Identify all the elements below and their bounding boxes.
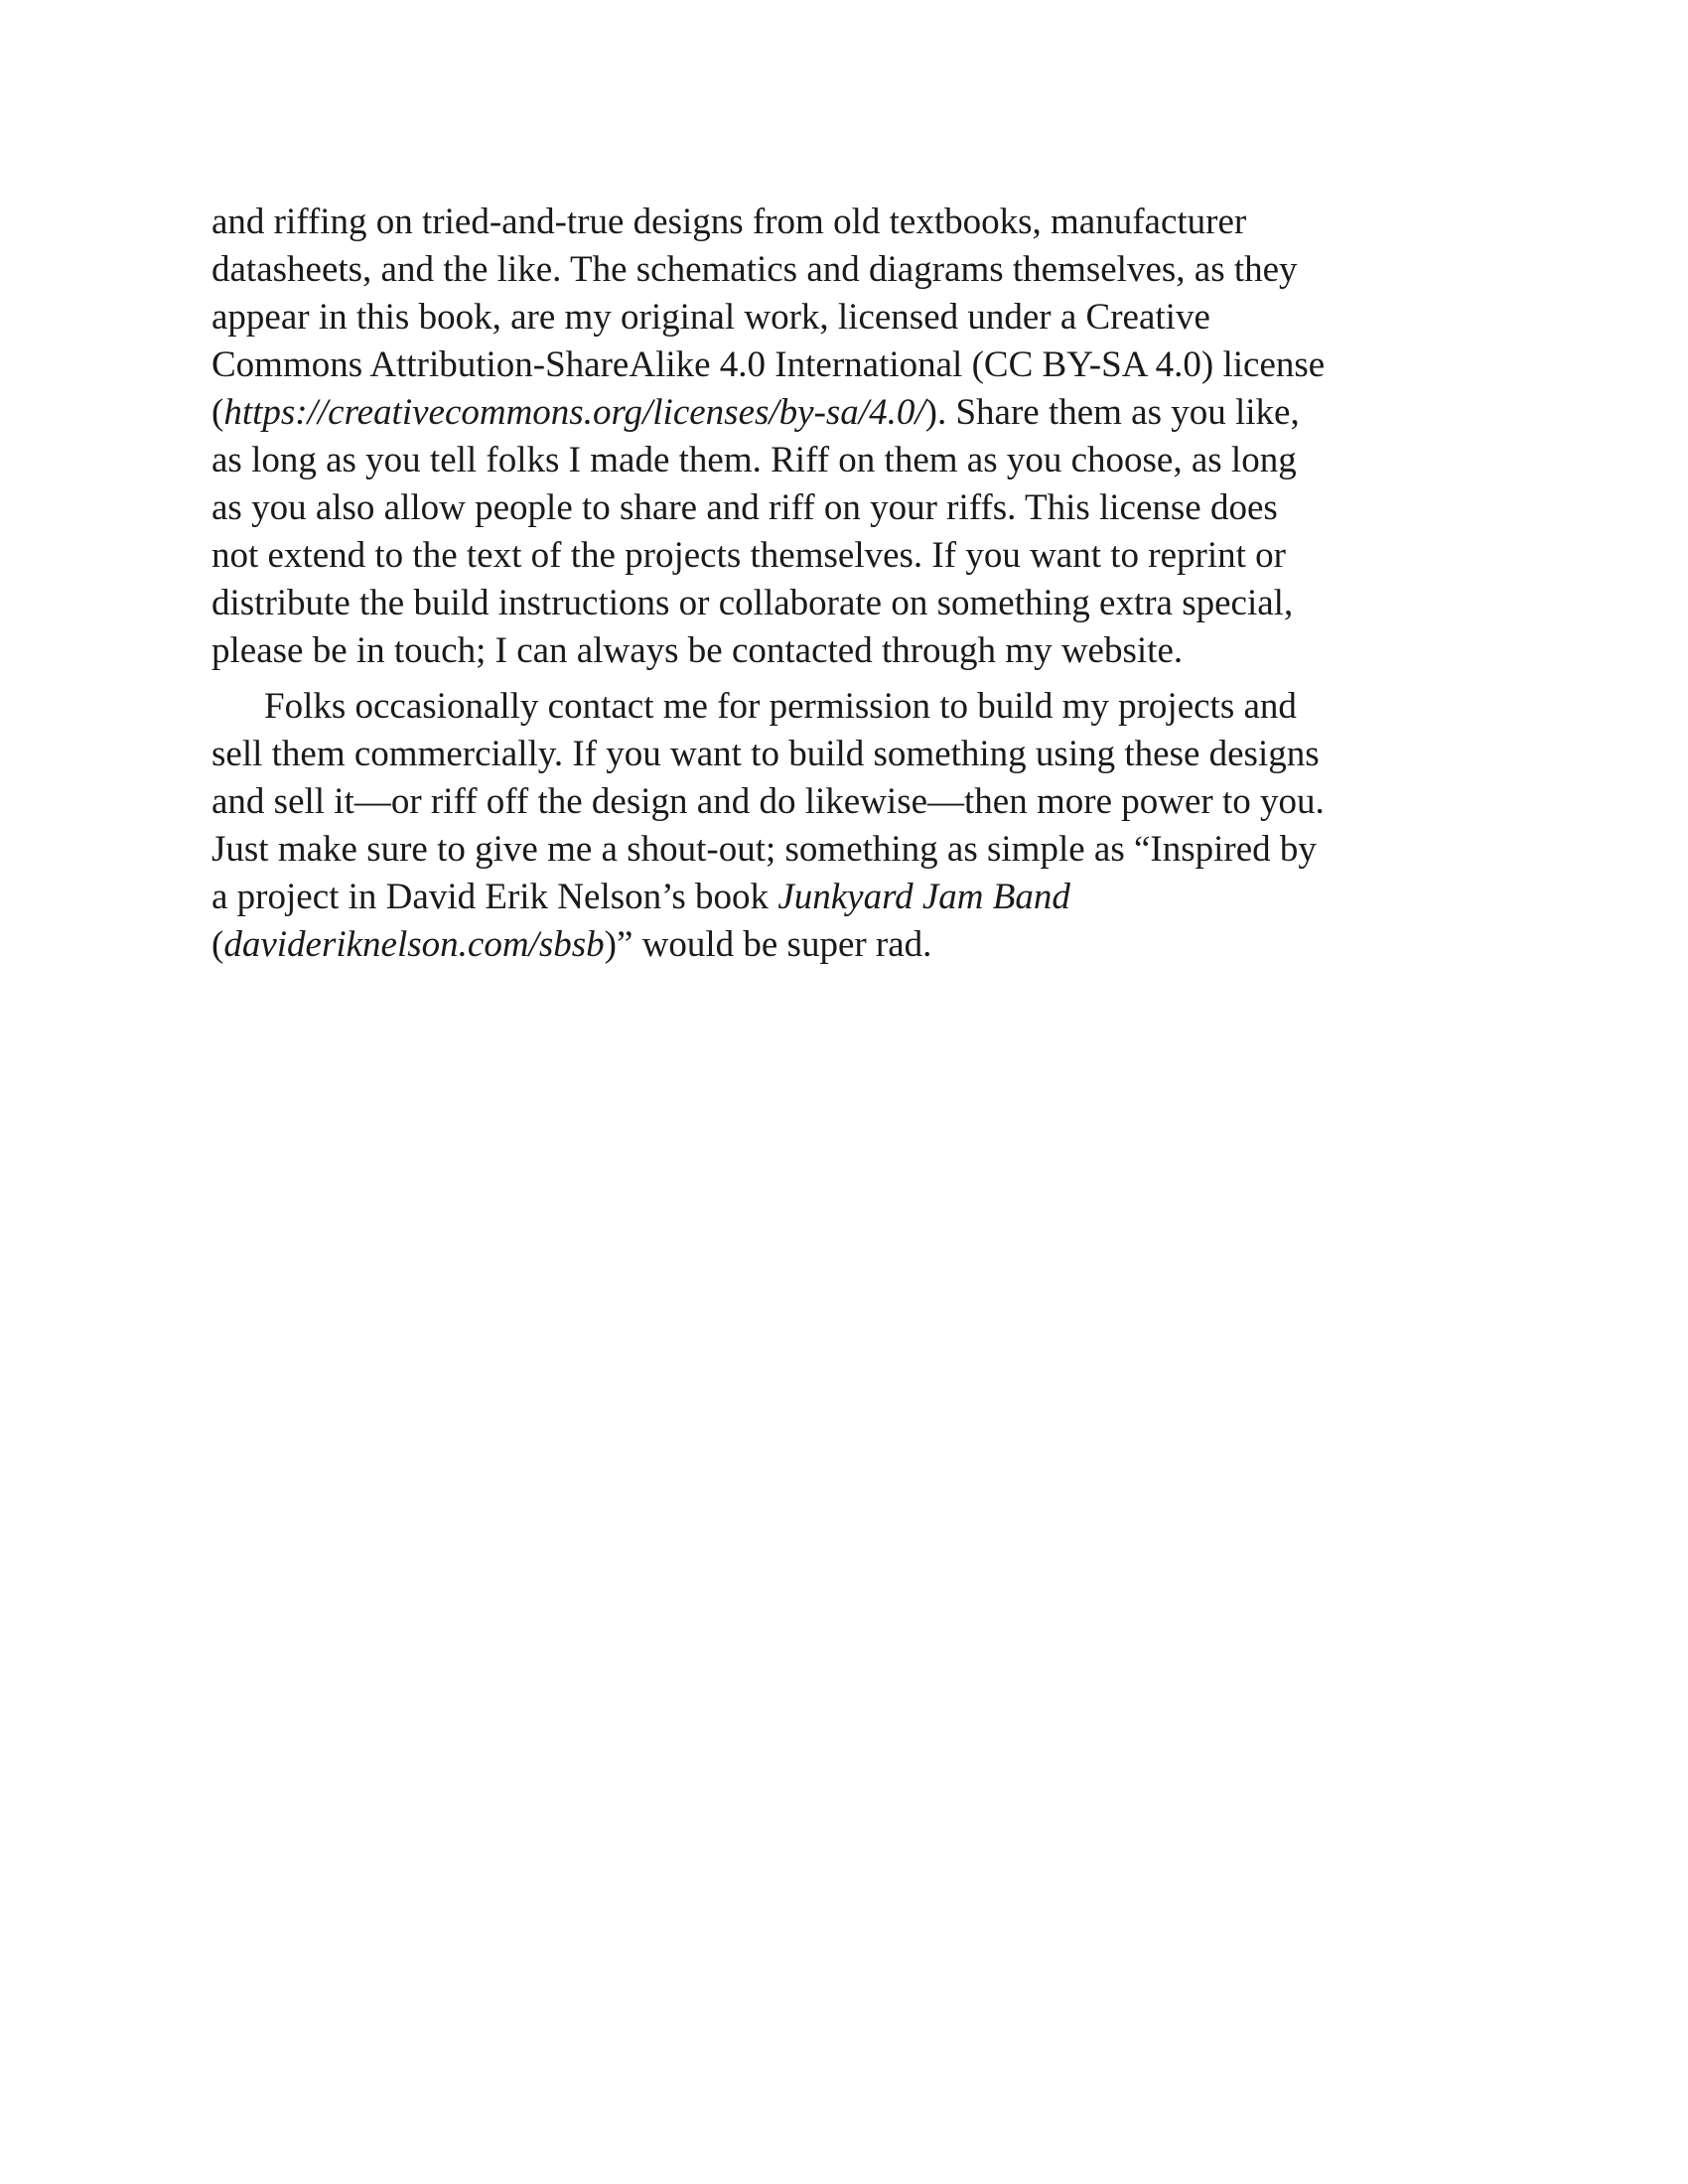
text-line: sell them commercially. If you want to build something using these designs bbox=[211, 734, 1320, 774]
text-line bbox=[211, 921, 1502, 969]
paragraph-license bbox=[211, 199, 1502, 675]
text-line: as you also allow people to share and riff on your riffs. This license does bbox=[211, 487, 1278, 528]
text-fragment: )” would be super rad. bbox=[604, 924, 932, 965]
body-text bbox=[211, 199, 1502, 969]
text-line: distribute the build instructions or collaborate on something extra special, bbox=[211, 583, 1294, 623]
text-fragment: ). Share them as you like, bbox=[924, 392, 1300, 433]
text-fragment: a project in David Erik Nelson’s book bbox=[211, 877, 778, 917]
text-line bbox=[211, 389, 1502, 437]
text-line: appear in this book, are my original work, licensed under a Creative bbox=[211, 297, 1210, 338]
website-url: davideriknelson.com/sbsb bbox=[223, 924, 605, 965]
paren-open: ( bbox=[211, 392, 224, 433]
text-line: not extend to the text of the projects themselves. If you want to reprint or bbox=[211, 535, 1286, 576]
license-url: https://creativecommons.org/licenses/by-sa/4.0/ bbox=[223, 392, 925, 433]
text-line: and sell it—or riff off the design and do likewise—then more power to you. bbox=[211, 781, 1325, 822]
text-line: Just make sure to give me a shout-out; something as simple as “Inspired by bbox=[211, 829, 1317, 870]
text-line bbox=[211, 874, 1502, 921]
paragraph-commercial-use bbox=[211, 683, 1502, 969]
text-line: Folks occasionally contact me for permission to build my projects and bbox=[264, 686, 1297, 727]
text-line: and riffing on tried-and-true designs from old textbooks, manufacturer bbox=[211, 202, 1247, 242]
text-line: as long as you tell folks I made them. Riff on them as you choose, as long bbox=[211, 440, 1297, 480]
book-title: Junkyard Jam Band bbox=[777, 877, 1070, 917]
paren-open: ( bbox=[211, 924, 224, 965]
text-line: please be in touch; I can always be contacted through my website. bbox=[211, 630, 1184, 671]
paragraph-spacer bbox=[211, 675, 1502, 683]
text-line: datasheets, and the like. The schematics and diagrams themselves, as they bbox=[211, 249, 1298, 290]
text-line: Commons Attribution-ShareAlike 4.0 International (CC BY-SA 4.0) license bbox=[211, 344, 1326, 385]
